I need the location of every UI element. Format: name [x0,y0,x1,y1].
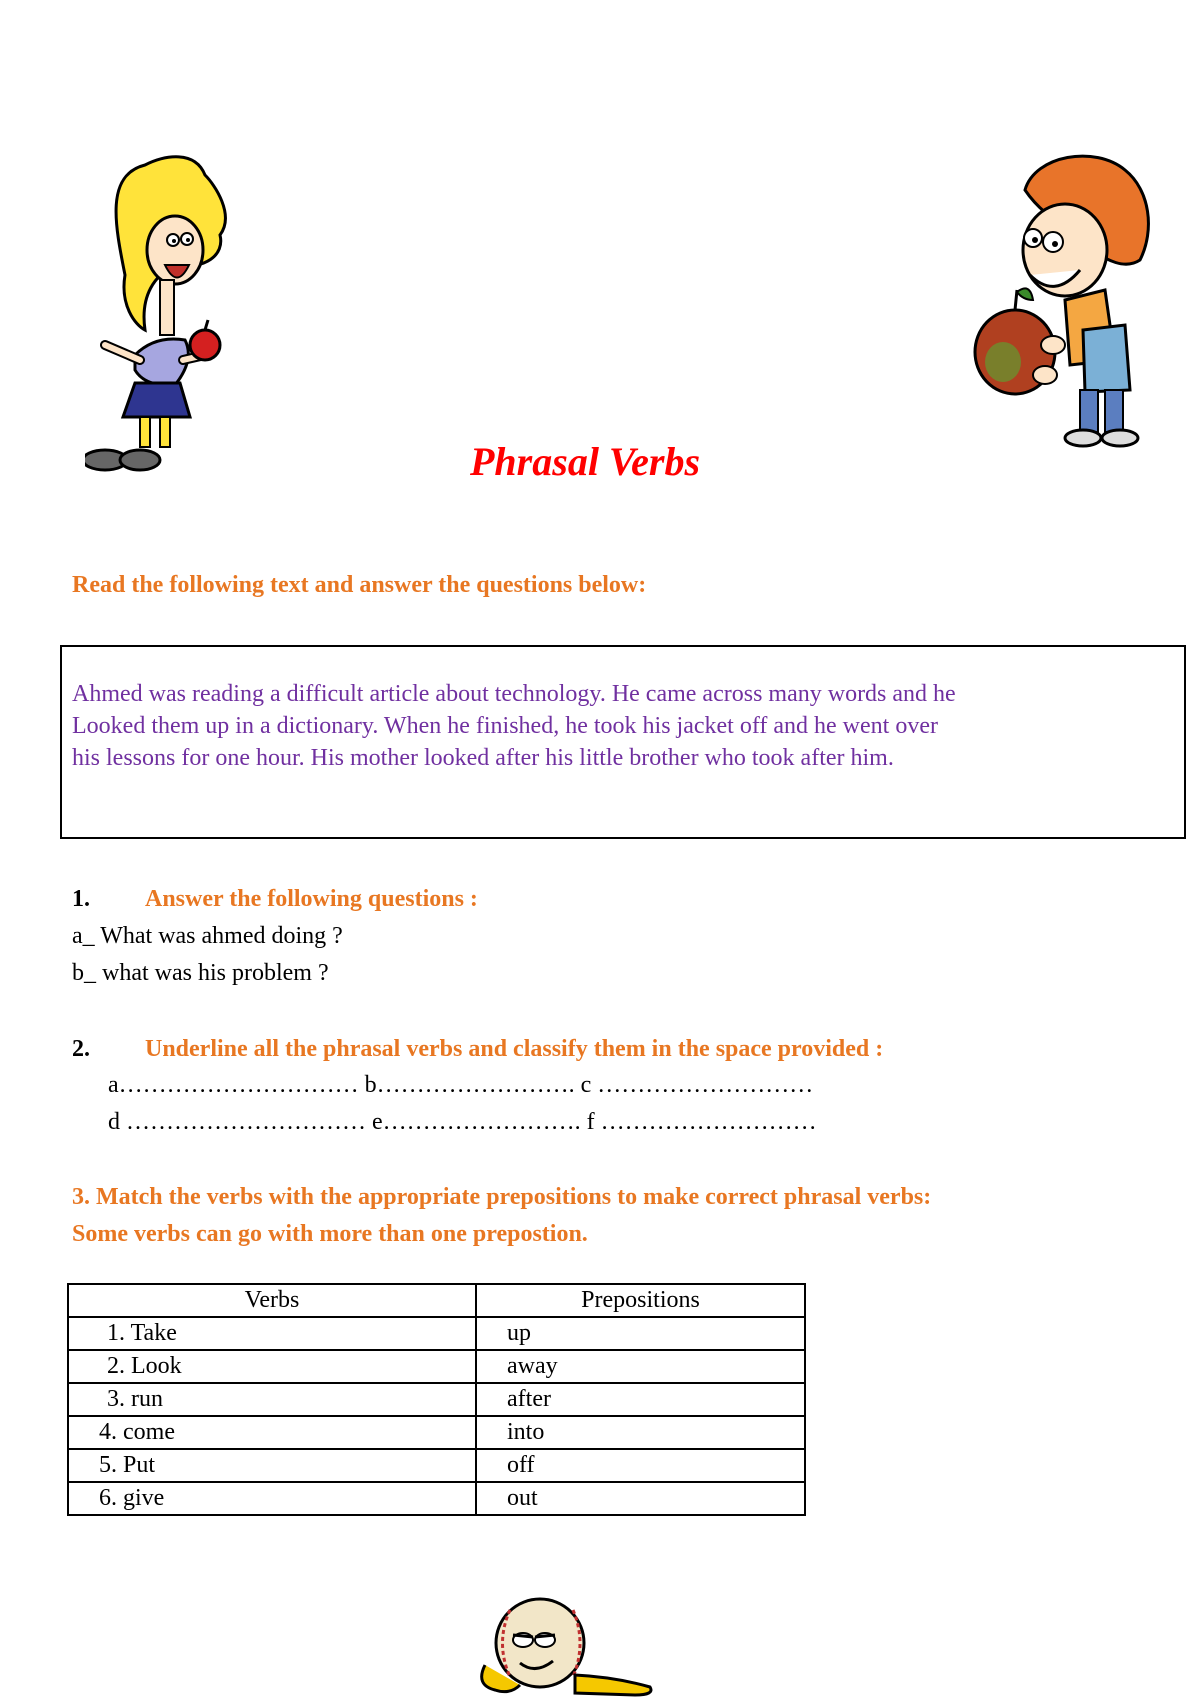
preposition-cell: up [476,1317,805,1350]
column-header-prepositions: Prepositions [476,1284,805,1317]
section1-number: 1. [72,886,90,912]
baseball-illustration [465,1595,665,1698]
passage-text [72,678,1172,774]
verb-cell: 6. give [68,1482,476,1515]
verb-cell: 5. Put [68,1449,476,1482]
preposition-cell: after [476,1383,805,1416]
preposition-cell: off [476,1449,805,1482]
blank-line-1: a………………………… b……………………. c ……………………… [108,1072,814,1098]
table-row [68,1350,805,1383]
match-table [67,1283,806,1516]
passage-line: Looked them up in a dictionary. When he finished, he took his jacket off and he went over [72,713,938,739]
blank-line-2: d ………………………… e……………………. f ……………………… [108,1109,817,1135]
reading-instruction: Read the following text and answer the questions below: [72,572,647,598]
table-row [68,1317,805,1350]
column-header-verbs: Verbs [68,1284,476,1317]
preposition-cell: into [476,1416,805,1449]
table-row [68,1383,805,1416]
preposition-cell: out [476,1482,805,1515]
verb-cell: 1. Take [68,1317,476,1350]
table-header-row [68,1284,805,1317]
section2-number: 2. [72,1036,90,1062]
preposition-cell: away [476,1350,805,1383]
boy-illustration [965,150,1165,450]
page-title: Phrasal Verbs [470,439,701,484]
table-row [68,1416,805,1449]
verb-cell: 2. Look [68,1350,476,1383]
passage-line: Ahmed was reading a difficult article about technology. He came across many words and he [72,681,956,707]
girl-illustration [85,155,235,475]
verb-cell: 4. come [68,1416,476,1449]
question-a: a_ What was ahmed doing ? [72,923,343,949]
section1-heading: Answer the following questions : [145,886,478,912]
section3-heading-line1: 3. Match the verbs with the appropriate prepositions to make correct phrasal verbs: [72,1184,932,1210]
table-row [68,1482,805,1515]
section2-heading: Underline all the phrasal verbs and classify them in the space provided : [145,1036,884,1062]
question-b: b_ what was his problem ? [72,960,329,986]
verb-cell: 3. run [68,1383,476,1416]
section3-heading-line2: Some verbs can go with more than one prepostion. [72,1221,588,1247]
table-row [68,1449,805,1482]
passage-line: his lessons for one hour. His mother looked after his little brother who took after him. [72,745,894,771]
